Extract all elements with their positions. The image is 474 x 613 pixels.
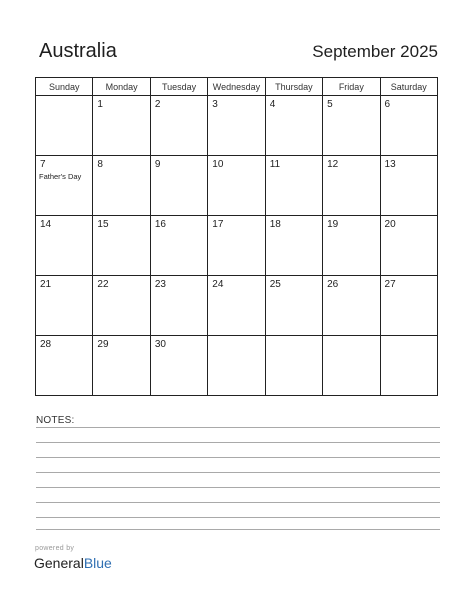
day-number: 2 bbox=[154, 99, 161, 110]
month-year-title: September 2025 bbox=[312, 42, 438, 61]
day-cell bbox=[150, 216, 207, 276]
day-number: 28 bbox=[40, 339, 52, 350]
powered-by-text: powered by bbox=[35, 545, 75, 552]
day-cell bbox=[265, 276, 322, 336]
day-cell bbox=[323, 336, 380, 396]
day-cell bbox=[208, 216, 265, 276]
week-row bbox=[36, 276, 438, 336]
day-number: 13 bbox=[384, 159, 396, 170]
day-number: 4 bbox=[269, 99, 276, 110]
note-line bbox=[36, 427, 440, 428]
week-row bbox=[36, 336, 438, 396]
note-line bbox=[36, 442, 440, 443]
day-number: 1 bbox=[97, 99, 103, 110]
day-cell bbox=[36, 336, 93, 396]
brand-name-blue: Blue bbox=[83, 555, 112, 571]
day-number: 26 bbox=[327, 279, 339, 290]
brand-logo bbox=[34, 555, 112, 571]
day-cell bbox=[93, 276, 150, 336]
note-line bbox=[36, 517, 440, 518]
note-line bbox=[36, 487, 440, 488]
weekday-sunday: Sunday bbox=[36, 78, 93, 96]
weekday-friday: Friday bbox=[323, 78, 380, 96]
calendar-header bbox=[39, 40, 438, 70]
day-cell bbox=[150, 336, 207, 396]
day-number: 20 bbox=[384, 219, 396, 230]
day-cell bbox=[265, 96, 322, 156]
country-title: Australia bbox=[39, 40, 117, 62]
week-row bbox=[36, 156, 438, 216]
day-cell bbox=[380, 276, 437, 336]
weekday-saturday: Saturday bbox=[380, 78, 437, 96]
notes-label: NOTES: bbox=[36, 415, 75, 426]
day-number: 9 bbox=[154, 159, 161, 170]
day-cell bbox=[150, 156, 207, 216]
day-number: 29 bbox=[97, 339, 109, 350]
day-number: 22 bbox=[97, 279, 109, 290]
week-row bbox=[36, 96, 438, 156]
day-number: 23 bbox=[154, 279, 166, 290]
day-cell bbox=[323, 156, 380, 216]
day-number: 11 bbox=[269, 159, 281, 170]
day-number: 8 bbox=[97, 159, 103, 170]
day-cell bbox=[323, 96, 380, 156]
day-number: 30 bbox=[154, 339, 166, 350]
day-number bbox=[381, 336, 437, 339]
day-number: 19 bbox=[327, 219, 339, 230]
day-cell bbox=[208, 156, 265, 216]
weekday-wednesday: Wednesday bbox=[208, 78, 265, 96]
day-cell bbox=[323, 216, 380, 276]
day-number: 18 bbox=[269, 219, 281, 230]
day-cell bbox=[36, 276, 93, 336]
note-line bbox=[36, 457, 440, 458]
day-cell bbox=[36, 216, 93, 276]
day-number: 14 bbox=[40, 219, 52, 230]
day-number: 3 bbox=[212, 99, 218, 110]
day-number: 17 bbox=[212, 219, 224, 230]
day-number: 7 bbox=[40, 159, 46, 170]
day-cell bbox=[380, 216, 437, 276]
day-number: 15 bbox=[97, 219, 109, 230]
day-cell bbox=[208, 96, 265, 156]
brand-name-general: General bbox=[34, 555, 84, 571]
day-cell bbox=[150, 276, 207, 336]
weekday-header-row bbox=[36, 78, 438, 96]
day-number bbox=[323, 336, 379, 339]
day-number: 6 bbox=[384, 99, 391, 110]
day-cell bbox=[323, 276, 380, 336]
day-cell bbox=[208, 276, 265, 336]
note-line bbox=[36, 472, 440, 473]
day-cell bbox=[265, 336, 322, 396]
day-cell bbox=[36, 156, 93, 216]
day-cell bbox=[208, 336, 265, 396]
day-cell bbox=[93, 336, 150, 396]
day-number: 21 bbox=[40, 279, 52, 290]
day-cell bbox=[380, 96, 437, 156]
note-line bbox=[36, 529, 440, 530]
holiday-label: Father's Day bbox=[39, 172, 82, 181]
day-number bbox=[266, 336, 322, 339]
day-number bbox=[208, 336, 264, 339]
weekday-thursday: Thursday bbox=[265, 78, 322, 96]
day-number: 24 bbox=[212, 279, 224, 290]
week-row bbox=[36, 216, 438, 276]
day-cell bbox=[265, 156, 322, 216]
notes-section bbox=[36, 415, 440, 426]
day-number: 25 bbox=[269, 279, 281, 290]
day-cell bbox=[380, 336, 437, 396]
weekday-tuesday: Tuesday bbox=[150, 78, 207, 96]
weekday-monday: Monday bbox=[93, 78, 150, 96]
note-line bbox=[36, 502, 440, 503]
day-number: 10 bbox=[212, 159, 224, 170]
day-cell bbox=[150, 96, 207, 156]
day-cell bbox=[93, 156, 150, 216]
day-number: 16 bbox=[154, 219, 166, 230]
day-number bbox=[36, 96, 92, 99]
day-cell bbox=[93, 216, 150, 276]
day-cell bbox=[380, 156, 437, 216]
calendar-grid bbox=[35, 77, 438, 396]
day-cell bbox=[93, 96, 150, 156]
day-cell bbox=[36, 96, 93, 156]
day-number: 5 bbox=[327, 99, 333, 110]
day-number: 27 bbox=[384, 279, 396, 290]
day-cell bbox=[265, 216, 322, 276]
day-number: 12 bbox=[327, 159, 339, 170]
